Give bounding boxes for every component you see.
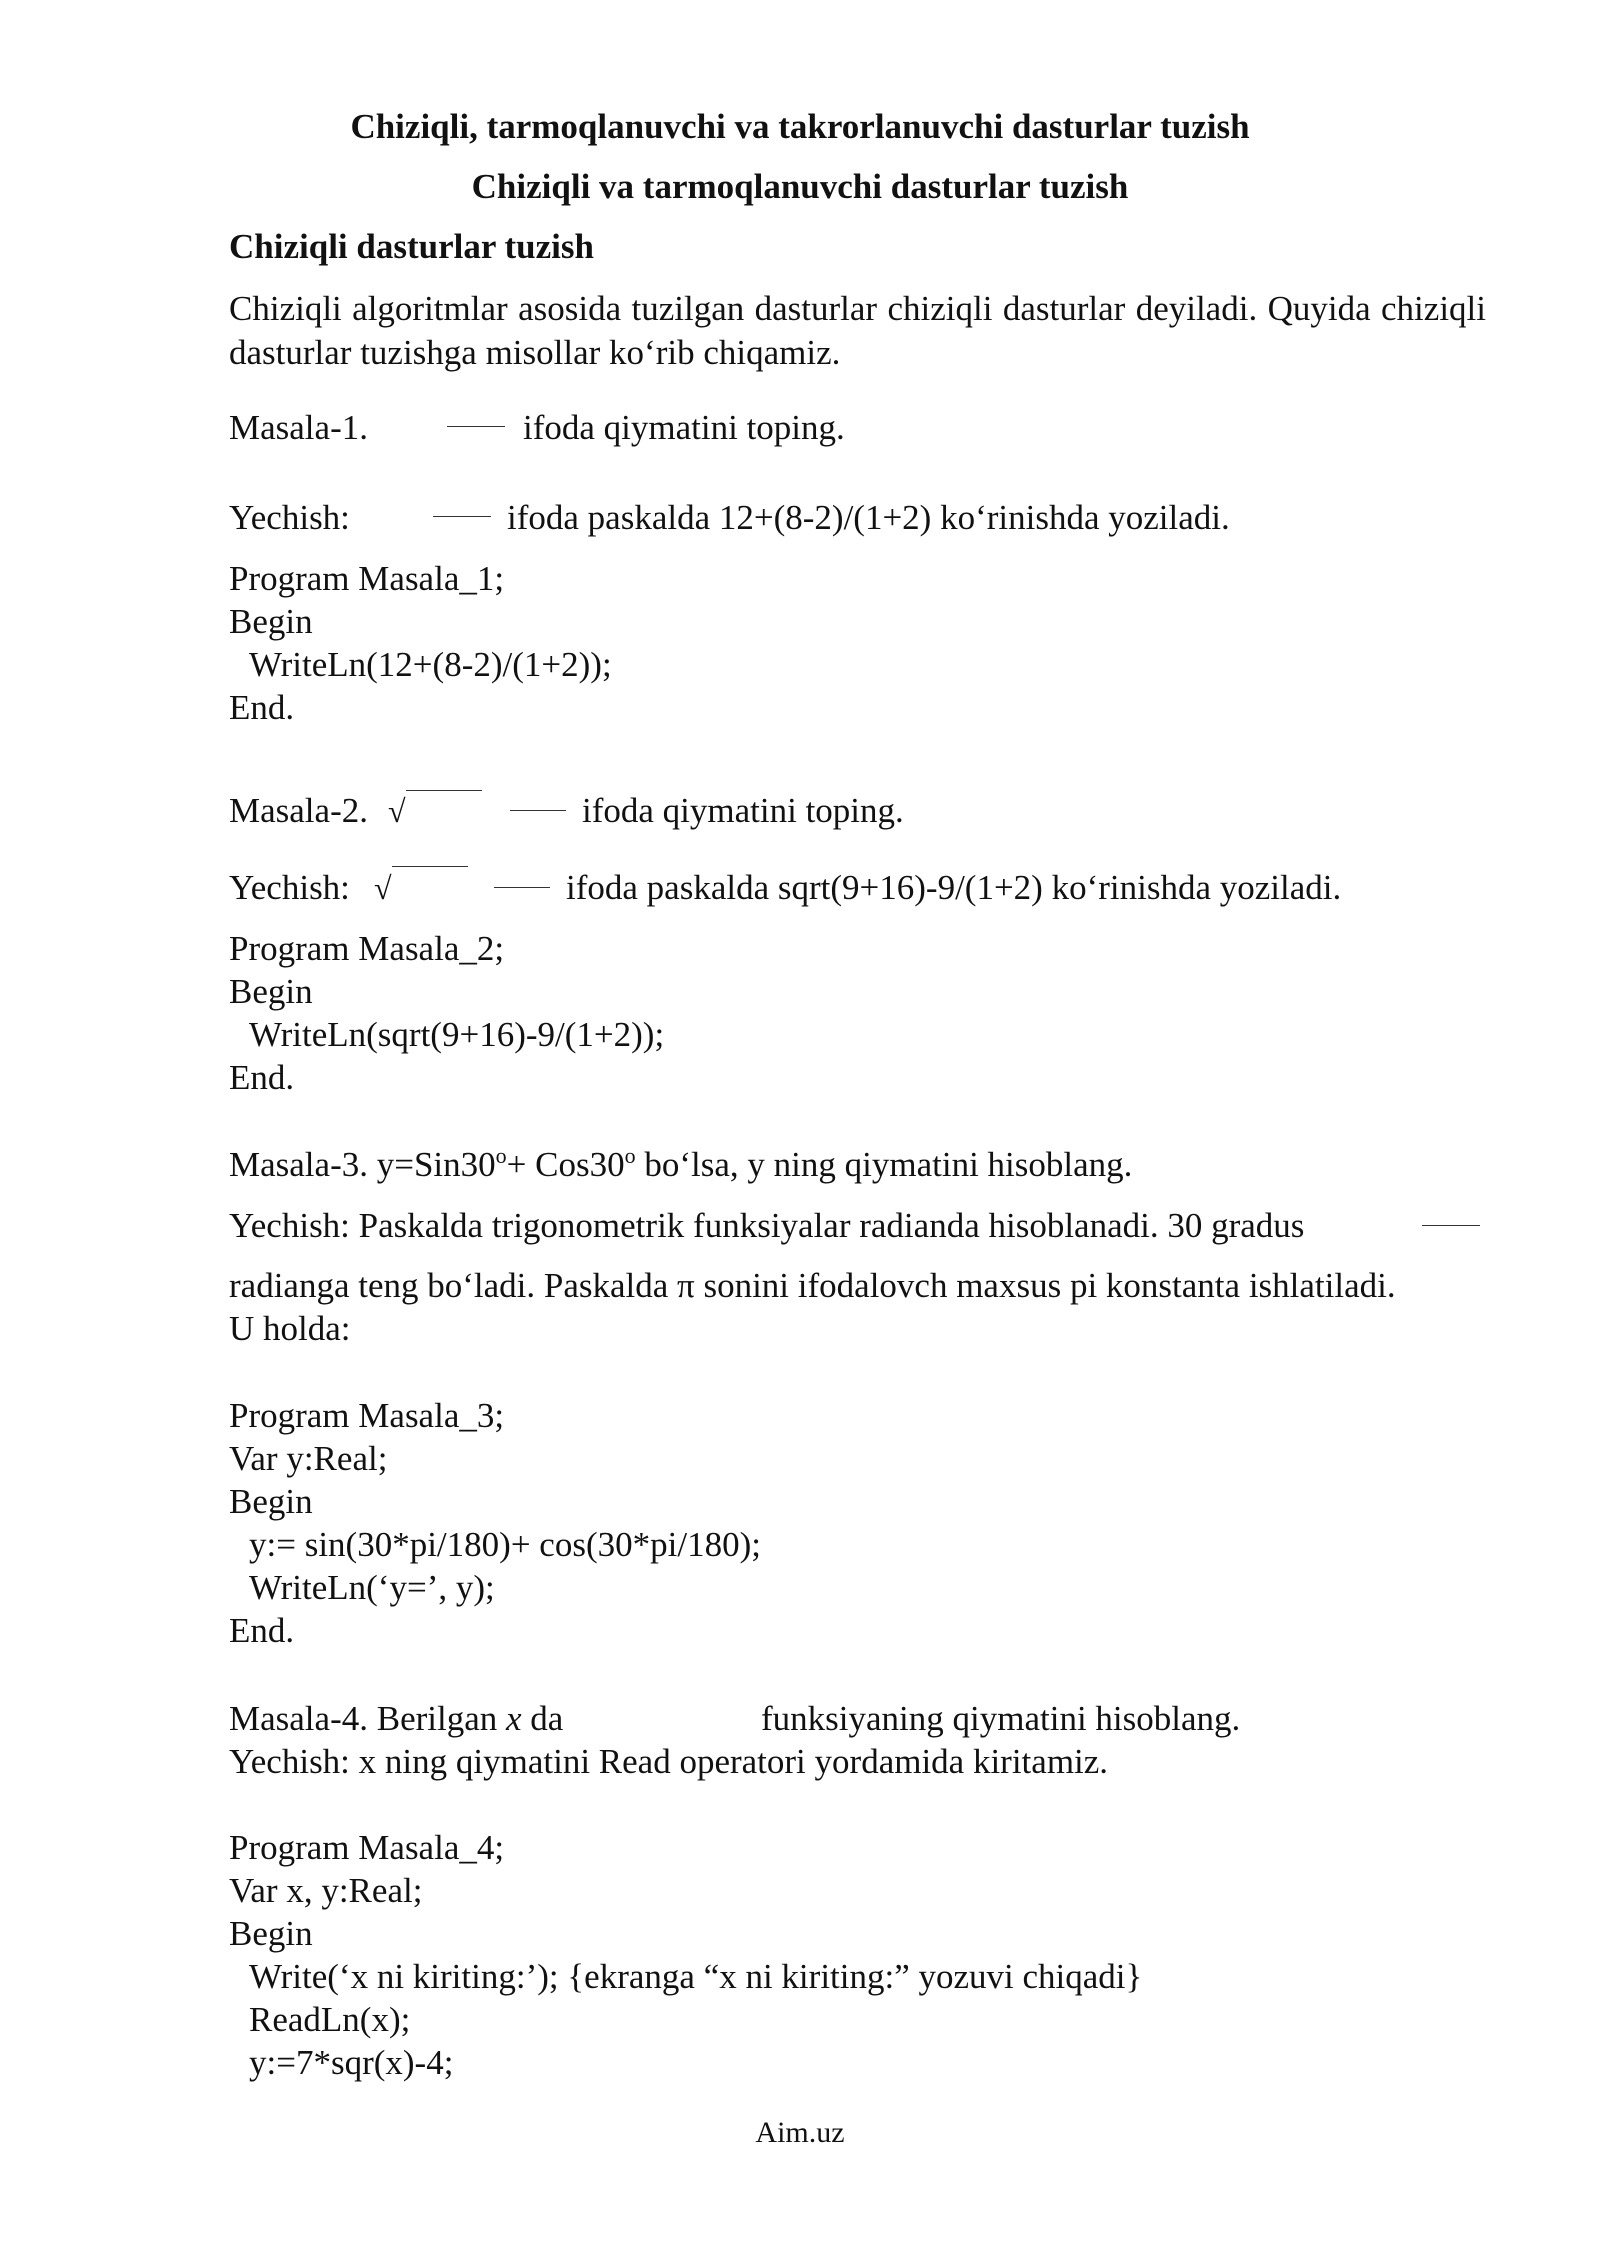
masala4-solution: Yechish: x ning qiymatini Read operatori yordamida kiritamiz.	[229, 1742, 1109, 1781]
code-line: End.	[229, 1058, 295, 1097]
sqrt-sign: √	[374, 870, 392, 906]
sqrt-bar	[392, 866, 468, 867]
code-line: End.	[229, 1611, 295, 1650]
page-subtitle: Chiziqli va tarmoqlanuvchi dasturlar tuzish	[471, 167, 1129, 206]
code-line: Program Masala_4;	[229, 1828, 505, 1867]
code-line: Begin	[229, 972, 313, 1011]
masala1-solution-text: ifoda paskalda 12+(8-2)/(1+2) ko‘rinishda yoziladi.	[507, 498, 1230, 537]
fraction-bar	[433, 516, 491, 517]
fraction-bar	[510, 810, 566, 811]
fraction-bar	[447, 426, 505, 427]
masala1-label: Masala-1.	[229, 408, 368, 447]
section-heading: Chiziqli dasturlar tuzish	[229, 227, 594, 266]
code-line: Begin	[229, 1914, 313, 1953]
code-line: Begin	[229, 1482, 313, 1521]
masala3-statement: Masala-3. $y=Sin30^o+ Cos30^o$ bo‘lsa, y ning qiymatini hisoblang.	[229, 1143, 1133, 1184]
masala2-solution-text: ifoda paskalda sqrt(9+16)-9/(1+2) ko‘rinishda yoziladi.	[566, 868, 1342, 907]
masala2-solution-label: Yechish:	[229, 868, 350, 907]
code-line: ReadLn(x);	[249, 2000, 411, 2039]
masala4-statement: Masala-4. Berilgan x da	[229, 1699, 564, 1738]
code-line: y:=7*sqr(x)-4;	[249, 2043, 454, 2082]
sqrt-bar	[406, 790, 482, 791]
intro-paragraph: Chiziqli algoritmlar asosida tuzilgan dasturlar chiziqli dasturlar deyiladi. Quyida chiziqli dasturlar tuzishga misollar ko‘rib chiqamiz.	[229, 289, 1486, 372]
code-line: Var y:Real;	[229, 1439, 388, 1478]
page-title: Chiziqli, tarmoqlanuvchi va takrorlanuvchi dasturlar tuzish	[350, 107, 1250, 146]
code-line: Begin	[229, 602, 313, 641]
code-line: Program Masala_2;	[229, 929, 505, 968]
code-line: WriteLn(12+(8-2)/(1+2));	[249, 645, 612, 684]
code-line: Program Masala_1;	[229, 559, 505, 598]
page-footer: Aim.uz	[755, 2116, 845, 2149]
fraction-bar	[1422, 1225, 1480, 1226]
masala1-solution-label: Yechish:	[229, 498, 350, 537]
code-line: End.	[229, 688, 295, 727]
masala3-solution-line: Yechish: Paskalda trigonometrik funksiyalar radianda hisoblanadi. 30 gradus	[229, 1206, 1305, 1245]
masala3-solution-line: radianga teng bo‘ladi. Paskalda π sonini ifodalovch maxsus pi konstanta ishlatiladi.	[229, 1266, 1396, 1305]
code-line: WriteLn(sqrt(9+16)-9/(1+2));	[249, 1015, 665, 1054]
masala3-solution-line: U holda:	[229, 1309, 351, 1348]
masala2-label: Masala-2.	[229, 791, 368, 830]
code-line: y:= sin(30*pi/180)+ cos(30*pi/180);	[249, 1525, 761, 1564]
fraction-bar	[494, 887, 550, 888]
masala4-statement-end: funksiyaning qiymatini hisoblang.	[761, 1699, 1241, 1738]
sqrt-sign: √	[388, 793, 406, 829]
code-line: Program Masala_3;	[229, 1396, 505, 1435]
code-line: WriteLn(‘y=’, y);	[249, 1568, 495, 1607]
masala2-text: ifoda qiymatini toping.	[582, 791, 904, 830]
masala1-text: ifoda qiymatini toping.	[523, 408, 845, 447]
code-line: Write(‘x ni kiriting:’); {ekranga “x ni kiriting:” yozuvi chiqadi}	[249, 1957, 1143, 1996]
code-line: Var x, y:Real;	[229, 1871, 423, 1910]
